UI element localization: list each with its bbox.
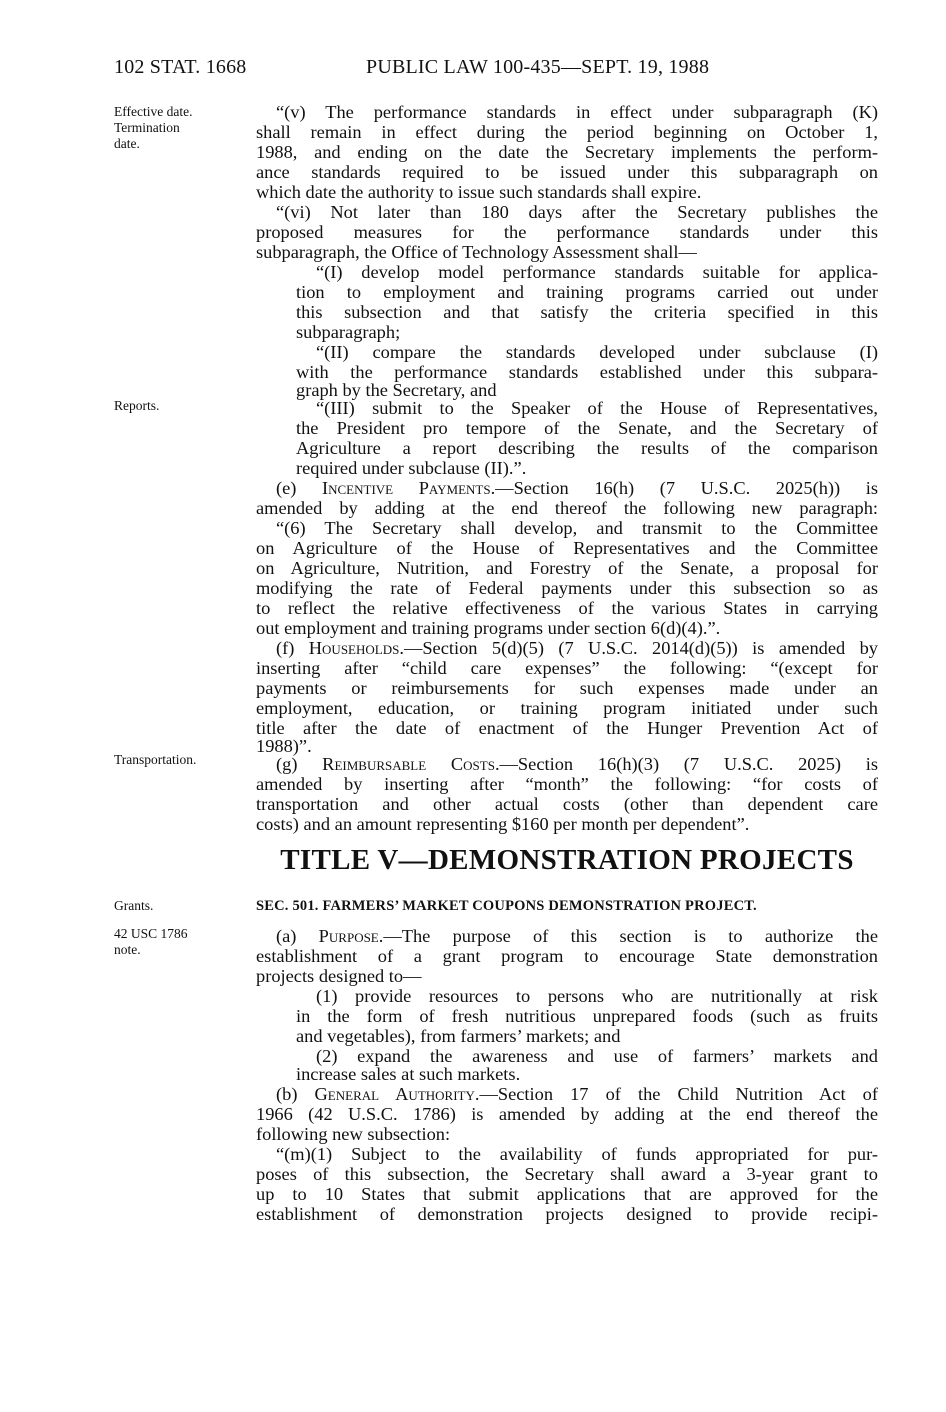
subsection-caption: Purpose bbox=[318, 926, 379, 946]
text-line: required under subclause (II).”. bbox=[296, 458, 527, 478]
text-line: transportation and other actual costs (other than dependent care bbox=[256, 794, 878, 814]
margin-note-grants: Grants. bbox=[114, 898, 154, 913]
text-line: modifying the rate of Federal payments under this subsection so as bbox=[256, 578, 878, 598]
margin-note-termination: Termination bbox=[114, 120, 180, 135]
subsection-g-heading bbox=[276, 754, 878, 774]
text-line: amended by adding at the end thereof the following new paragraph: bbox=[256, 498, 878, 518]
text-line: on Agriculture of the House of Representatives and the Committee bbox=[256, 538, 878, 558]
title-heading: TITLE V—DEMONSTRATION PROJECTS bbox=[280, 844, 854, 876]
text-line: “(6) The Secretary shall develop, and transmit to the Committee bbox=[276, 518, 878, 538]
subsection-text: .—Section 5(d)(5) (7 U.S.C. 2014(d)(5)) is amended by bbox=[399, 638, 878, 658]
text-line: (2) expand the awareness and use of farmers’ markets and bbox=[316, 1046, 878, 1066]
margin-note-usc-note: note. bbox=[114, 942, 141, 957]
margin-note-usc: 42 USC 1786 bbox=[114, 926, 188, 941]
page-citation: 102 STAT. 1668 bbox=[114, 56, 247, 78]
text-line: with the performance standards established under this subpara- bbox=[296, 362, 878, 382]
subsection-text: .—Section 17 of the Child Nutrition Act of bbox=[474, 1084, 878, 1104]
subsection-label: (e) bbox=[276, 478, 322, 498]
subsection-f-heading bbox=[276, 638, 878, 658]
subsection-label: (f) bbox=[276, 638, 309, 658]
text-line: subparagraph, the Office of Technology Assessment shall— bbox=[256, 242, 697, 262]
text-line: Agriculture a report describing the results of the comparison bbox=[296, 438, 878, 458]
text-line: and vegetables), from farmers’ markets; and bbox=[296, 1026, 621, 1046]
subsection-label: (g) bbox=[276, 754, 323, 774]
subsection-caption: Incentive Payments bbox=[322, 478, 491, 498]
margin-note-transportation: Transportation. bbox=[114, 752, 197, 767]
text-line: out employment and training programs under section 6(d)(4).”. bbox=[256, 618, 721, 638]
subsection-caption: General Authority bbox=[314, 1084, 475, 1104]
subsection-text: .—Section 16(h) (7 U.S.C. 2025(h)) is bbox=[490, 478, 878, 498]
text-line: subparagraph; bbox=[296, 322, 401, 342]
text-line: establishment of demonstration projects designed to provide recipi- bbox=[256, 1204, 878, 1224]
text-line: this subsection and that satisfy the criteria specified in this bbox=[296, 302, 878, 322]
margin-note-reports: Reports. bbox=[114, 398, 160, 413]
text-line: costs) and an amount representing $160 per month per dependent”. bbox=[256, 814, 750, 834]
text-line: establishment of a grant program to encourage State demonstration bbox=[256, 946, 878, 966]
text-line: “(m)(1) Subject to the availability of funds appropriated for pur- bbox=[276, 1144, 878, 1164]
text-line: payments or reimbursements for such expenses made under an bbox=[256, 678, 878, 698]
margin-note-termination-date: date. bbox=[114, 136, 140, 151]
text-line: increase sales at such markets. bbox=[296, 1064, 521, 1084]
margin-note-effective-date: Effective date. bbox=[114, 104, 193, 119]
text-line: graph by the Secretary, and bbox=[296, 380, 497, 400]
subsection-b-heading bbox=[276, 1084, 878, 1104]
text-line: up to 10 States that submit applications that are approved for the bbox=[256, 1184, 878, 1204]
text-line: the President pro tempore of the Senate, and the Secretary of bbox=[296, 418, 878, 438]
text-line: 1966 (42 U.S.C. 1786) is amended by adding at the end thereof the bbox=[256, 1104, 878, 1124]
subsection-e-heading bbox=[276, 478, 878, 498]
text-line: inserting after “child care expenses” the following: “(except for bbox=[256, 658, 878, 678]
text-line: shall remain in effect during the period beginning on October 1, bbox=[256, 122, 878, 142]
running-head: PUBLIC LAW 100-435—SEPT. 19, 1988 bbox=[366, 56, 710, 78]
text-line: “(vi) Not later than 180 days after the Secretary publishes the bbox=[276, 202, 878, 222]
subsection-caption: Households bbox=[308, 638, 400, 658]
text-line: “(III) submit to the Speaker of the House of Representatives, bbox=[316, 398, 878, 418]
section-heading: SEC. 501. FARMERS’ MARKET COUPONS DEMONSTRATION PROJECT. bbox=[256, 898, 757, 914]
text-line: following new subsection: bbox=[256, 1124, 451, 1144]
text-line: ance standards required to be issued under this subparagraph on bbox=[256, 162, 878, 182]
text-line: amended by inserting after “month” the following: “for costs of bbox=[256, 774, 878, 794]
text-line: (1) provide resources to persons who are nutritionally at risk bbox=[316, 986, 878, 1006]
subsection-text: .—The purpose of this section is to authorize the bbox=[378, 926, 878, 946]
text-line: poses of this subsection, the Secretary shall award a 3-year grant to bbox=[256, 1164, 878, 1184]
subsection-text: .—Section 16(h)(3) (7 U.S.C. 2025) is bbox=[494, 754, 878, 774]
subsection-caption: Reimbursable Costs bbox=[322, 754, 495, 774]
text-line: which date the authority to issue such standards shall expire. bbox=[256, 182, 702, 202]
subsection-label: (a) bbox=[276, 926, 319, 946]
text-line: 1988, and ending on the date the Secretary implements the perform- bbox=[256, 142, 878, 162]
text-line: “(v) The performance standards in effect under subparagraph (K) bbox=[276, 102, 878, 122]
text-line: tion to employment and training programs carried out under bbox=[296, 282, 878, 302]
text-line: “(I) develop model performance standards suitable for applica- bbox=[316, 262, 878, 282]
text-line: employment, education, or training program initiated under such bbox=[256, 698, 878, 718]
text-line: projects designed to— bbox=[256, 966, 422, 986]
subsection-label: (b) bbox=[276, 1084, 315, 1104]
text-line: 1988)”. bbox=[256, 736, 312, 756]
text-line: title after the date of enactment of the Hunger Prevention Act of bbox=[256, 718, 878, 738]
subsection-a-heading bbox=[276, 926, 878, 946]
text-line: in the form of fresh nutritious unprepared foods (such as fruits bbox=[296, 1006, 878, 1026]
text-line: to reflect the relative effectiveness of the various States in carrying bbox=[256, 598, 878, 618]
text-line: proposed measures for the performance standards under this bbox=[256, 222, 878, 242]
text-line: “(II) compare the standards developed under subclause (I) bbox=[316, 342, 878, 362]
text-line: on Agriculture, Nutrition, and Forestry of the Senate, a proposal for bbox=[256, 558, 878, 578]
